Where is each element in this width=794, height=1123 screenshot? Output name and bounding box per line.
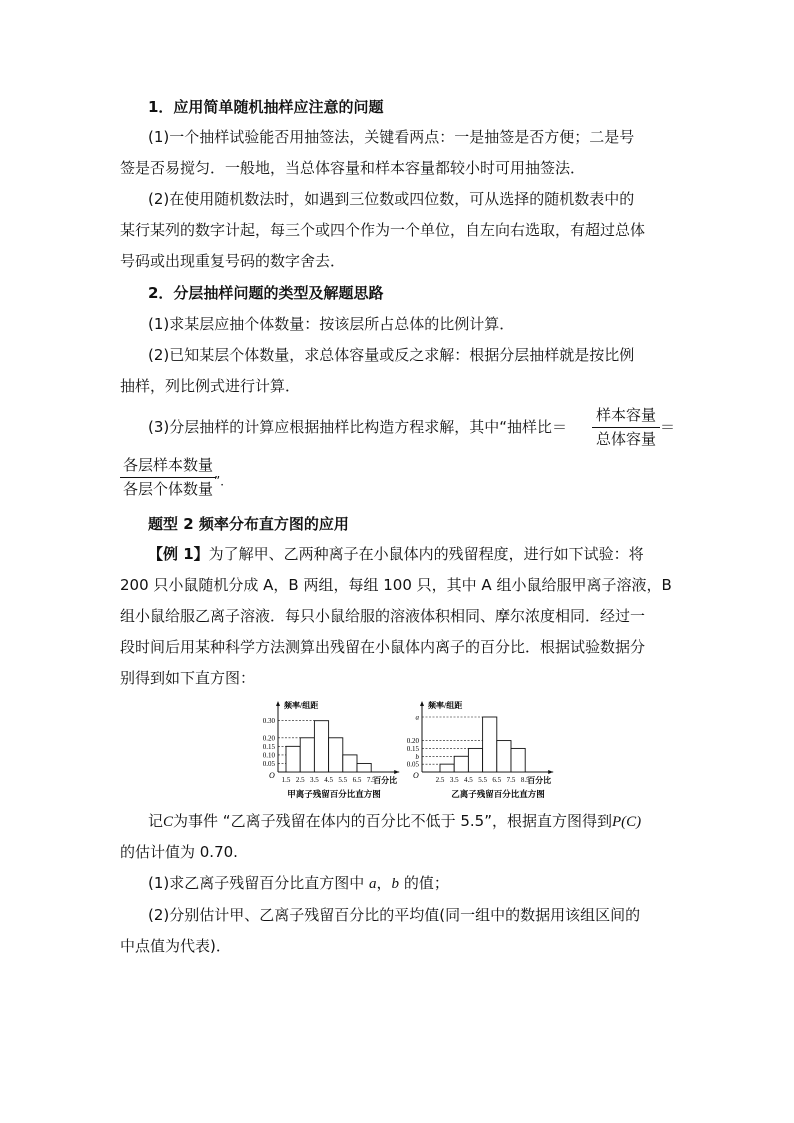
y-axis-arrow (420, 701, 424, 706)
histogram-bar (454, 756, 468, 772)
x-tick-label: 5.5 (478, 776, 487, 784)
y-tick-label: 0.20 (262, 734, 275, 743)
fraction1-numerator: 样本容量 (595, 406, 656, 424)
example-line4: 段时间后用某种科学方法测算出残留在小鼠体内离子的百分比．根据试验数据分 (120, 638, 646, 656)
question-2-line1: (2)分别估计甲、乙离子残留百分比的平均值(同一组中的数据用该组区间的 (148, 906, 641, 924)
question-2-line2: 中点值为代表)． (120, 937, 231, 955)
var-pc: P(C) (611, 814, 642, 830)
histogram-bar (329, 738, 343, 772)
x-tick-label: 6.5 (492, 776, 502, 784)
s2-p2-line2: 抽样，列比例式进行计算． (120, 377, 301, 395)
closing-quote: ”． (214, 474, 233, 488)
x-axis-label: 百分比 (373, 776, 398, 785)
fraction2-numerator: 各层样本数量 (122, 456, 213, 474)
fraction1-bar (592, 427, 660, 428)
s1-p2-line1: (2)在使用随机数法时，如遇到三位数或四位数，可从选择的随机数表中的 (148, 190, 635, 208)
y-tick-label: 0.10 (262, 751, 275, 760)
x-tick-label: 2.5 (295, 776, 305, 784)
histogram-yi (406, 695, 582, 805)
after-line2: 的估计值为 0.70. (120, 843, 238, 861)
after-text-b: 为事件 “乙离子残留在体内的百分比不低于 5.5”，根据直方图得到 (173, 812, 612, 830)
s2-p3-text: (3)分层抽样的计算应根据抽样比构造方程求解，其中“抽样比＝ (148, 418, 568, 436)
question-1 (148, 872, 449, 895)
y-tick-label: 0.05 (262, 759, 275, 768)
fraction1-denominator: 总体容量 (595, 430, 656, 448)
s2-p2-line1: (2)已知某层个体数量，求总体容量或反之求解：根据分层抽样就是按比例 (148, 346, 635, 364)
histogram-bar (468, 748, 482, 772)
x-tick-label: 7.5 (506, 776, 516, 784)
example-line2: 200 只小鼠随机分成 A，B 两组，每组 100 只，其中 A 组小鼠给服甲离子溶液，B (120, 576, 672, 594)
histogram-bar (286, 746, 300, 772)
y-tick-label: b (415, 752, 419, 761)
x-tick-label: 8.5 (520, 776, 530, 784)
x-axis-label: 百分比 (527, 776, 552, 785)
histogram-bar (314, 721, 328, 772)
histogram-jia (248, 695, 416, 805)
histogram-bar (497, 741, 511, 772)
topic-heading: 题型 2 频率分布直方图的应用 (148, 515, 349, 533)
histogram-bar (483, 717, 497, 772)
x-tick-label: 6.5 (352, 776, 362, 784)
q1-text-b: 的值； (399, 874, 449, 892)
histogram-bar (343, 755, 357, 772)
section2-heading: 2．分层抽样问题的类型及解题思路 (148, 284, 384, 302)
y-axis-arrow (276, 701, 280, 706)
s1-p2-line3: 号码或出现重复号码的数字舍去． (120, 252, 346, 270)
chart-title: 乙离子残留百分比直方图 (451, 789, 545, 799)
y-tick-label: 0.30 (262, 717, 275, 726)
histogram-bar (440, 764, 454, 772)
s1-p1-line2: 签是否易搅匀．一般地，当总体容量和样本容量都较小时可用抽签法． (120, 159, 586, 177)
x-axis-arrow (394, 770, 399, 774)
section1-heading: 1．应用简单随机抽样应注意的问题 (148, 98, 384, 116)
y-tick-label: 0.15 (406, 744, 419, 753)
example-text-1: 为了解甲、乙两种离子在小鼠体内的残留程度，进行如下试验：将 (208, 545, 644, 563)
y-tick-label: a (415, 713, 419, 722)
histogram-bar (300, 738, 314, 772)
after-text-a: 记 (148, 812, 164, 830)
x-tick-label: 4.5 (464, 776, 473, 784)
histogram-bar (357, 763, 371, 772)
origin-label: O (269, 771, 275, 780)
fraction2-bar (120, 477, 216, 478)
after-line1 (148, 810, 641, 833)
histogram-bar (511, 748, 525, 772)
example-line1 (148, 543, 644, 565)
y-axis-label: 频率/组距 (428, 701, 463, 710)
var-b: b (391, 876, 400, 892)
fraction2-denominator: 各层个体数量 (122, 480, 213, 498)
y-tick-label: 0.15 (262, 742, 275, 751)
y-tick-label: 0.20 (406, 737, 419, 746)
x-tick-label: 5.5 (338, 776, 348, 784)
x-tick-label: 7.5 (366, 776, 376, 784)
y-tick-label: 0.05 (406, 760, 419, 769)
s1-p1-line1: (1)一个抽样试验能否用抽签法，关键看两点：一是抽签是否方便；二是号 (148, 128, 635, 146)
x-tick-label: 1.5 (281, 776, 291, 784)
q1-text-a: (1)求乙离子残留百分比直方图中 (148, 874, 370, 892)
origin-label: O (413, 771, 419, 780)
x-tick-label: 4.5 (324, 776, 333, 784)
example-tag: 【例 1】 (148, 545, 209, 563)
chart-title: 甲离子残留百分比直方图 (287, 789, 381, 799)
x-axis-arrow (548, 770, 553, 774)
var-c: C (163, 814, 174, 830)
x-tick-label: 2.5 (435, 776, 445, 784)
s2-p1: (1)求某层应抽个体数量：按该层所占总体的比例计算． (148, 315, 515, 333)
y-axis-label: 频率/组距 (284, 701, 319, 710)
q1-comma: ， (376, 874, 392, 892)
s1-p2-line2: 某行某列的数字计起，每三个或四个作为一个单位，自左向右选取，有超过总体 (120, 221, 646, 239)
example-line5: 别得到如下直方图： (120, 669, 256, 687)
x-tick-label: 3.5 (449, 776, 459, 784)
var-a: a (369, 876, 377, 892)
example-line3: 组小鼠给服乙离子溶液．每只小鼠给服的溶液体积相同、摩尔浓度相同．经过一 (120, 607, 646, 625)
equals-sign: ＝ (660, 418, 676, 436)
x-tick-label: 3.5 (310, 776, 319, 784)
